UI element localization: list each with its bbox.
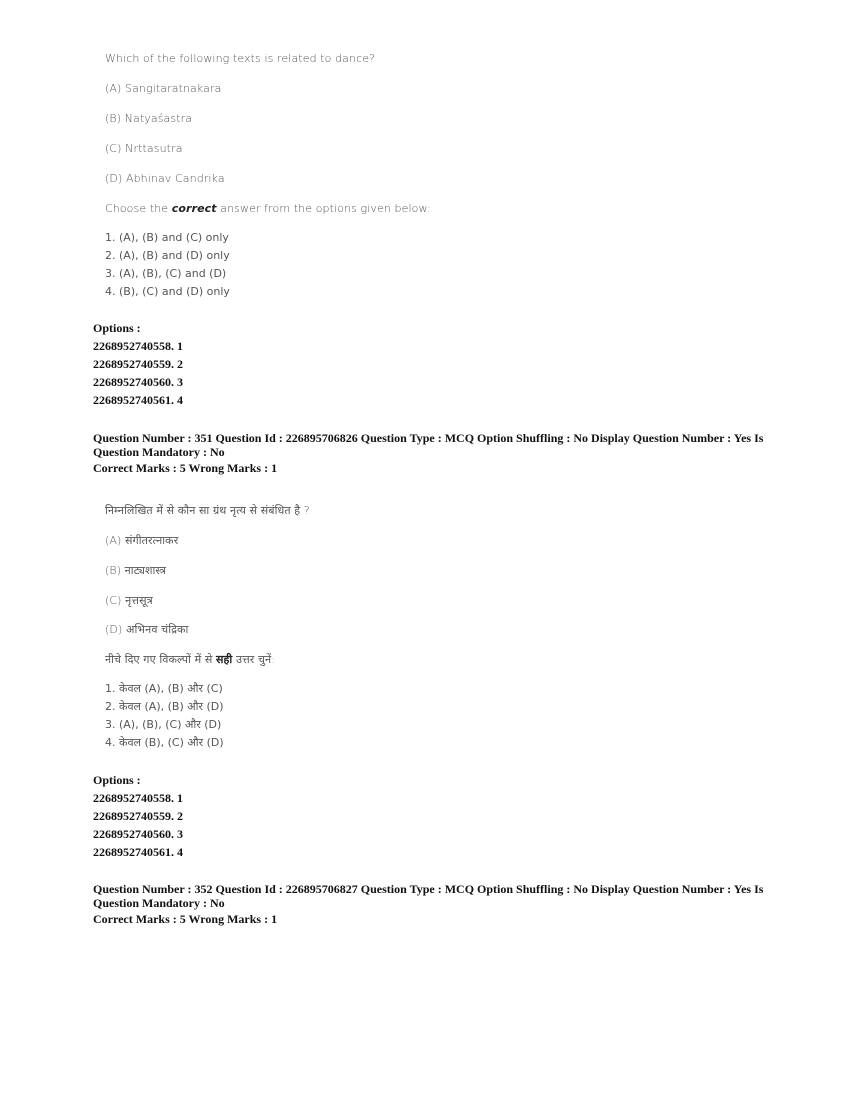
question-header: Question Number : 351 Question Id : 226895706826 Question Type : MCQ Option Shuffling : No Display Question Number : Yes Is bbox=[93, 431, 764, 445]
option-a: (A) Sangitaratnakara bbox=[105, 82, 222, 95]
options-list bbox=[93, 337, 183, 409]
answer-item: 1. केवल (A), (B) और (C) bbox=[105, 682, 223, 695]
question-text: Which of the following texts is related to dance? bbox=[105, 52, 376, 65]
option-id: 2268952740558. 1 bbox=[93, 339, 183, 353]
question-mandatory: Question Mandatory : No bbox=[93, 445, 225, 459]
option-id: 2268952740559. 2 bbox=[93, 357, 183, 371]
question-mandatory: Question Mandatory : No bbox=[93, 896, 225, 910]
options-label: Options : bbox=[93, 773, 141, 787]
options-label: Options : bbox=[93, 321, 141, 335]
question-marks: Correct Marks : 5 Wrong Marks : 1 bbox=[93, 461, 278, 475]
option-c: (C) Nrttasutra bbox=[105, 142, 183, 155]
answer-item: 3. (A), (B), (C) and (D) bbox=[105, 267, 227, 280]
option-id: 2268952740561. 4 bbox=[93, 845, 183, 859]
option-id: 2268952740560. 3 bbox=[93, 827, 183, 841]
answer-item: 3. (A), (B), (C) और (D) bbox=[105, 718, 222, 731]
question-text: निम्नलिखित में से कौन सा ग्रंथ नृत्य से संबंधित है ? bbox=[105, 504, 310, 517]
option-d: (D) अभिनव चंद्रिका bbox=[105, 623, 189, 636]
answer-item: 4. (B), (C) and (D) only bbox=[105, 285, 230, 298]
option-a: (A) संगीतरत्नाकर bbox=[105, 534, 179, 547]
options-list bbox=[93, 789, 183, 861]
answer-item: 2. केवल (A), (B) और (D) bbox=[105, 700, 224, 713]
answer-item: 4. केवल (B), (C) और (D) bbox=[105, 736, 224, 749]
answer-list bbox=[105, 680, 224, 752]
option-id: 2268952740559. 2 bbox=[93, 809, 183, 823]
question-header: Question Number : 352 Question Id : 226895706827 Question Type : MCQ Option Shuffling : No Display Question Number : Yes Is bbox=[93, 882, 764, 896]
choose-instruction: Choose the correct answer from the options given below: bbox=[105, 202, 431, 215]
option-b: (B) Natyaśastra bbox=[105, 112, 193, 125]
answer-list bbox=[105, 229, 230, 301]
answer-item: 1. (A), (B) and (C) only bbox=[105, 231, 229, 244]
option-b: (B) नाट्यशास्त्र bbox=[105, 564, 166, 577]
answer-item: 2. (A), (B) and (D) only bbox=[105, 249, 230, 262]
option-id: 2268952740561. 4 bbox=[93, 393, 183, 407]
option-id: 2268952740560. 3 bbox=[93, 375, 183, 389]
option-c: (C) नृत्तसूत्र bbox=[105, 594, 153, 607]
choose-instruction: नीचे दिए गए विकल्पों में से सही उत्तर चुनें: bbox=[105, 653, 276, 666]
option-d: (D) Abhinav Candrika bbox=[105, 172, 225, 185]
question-marks: Correct Marks : 5 Wrong Marks : 1 bbox=[93, 912, 278, 926]
option-id: 2268952740558. 1 bbox=[93, 791, 183, 805]
